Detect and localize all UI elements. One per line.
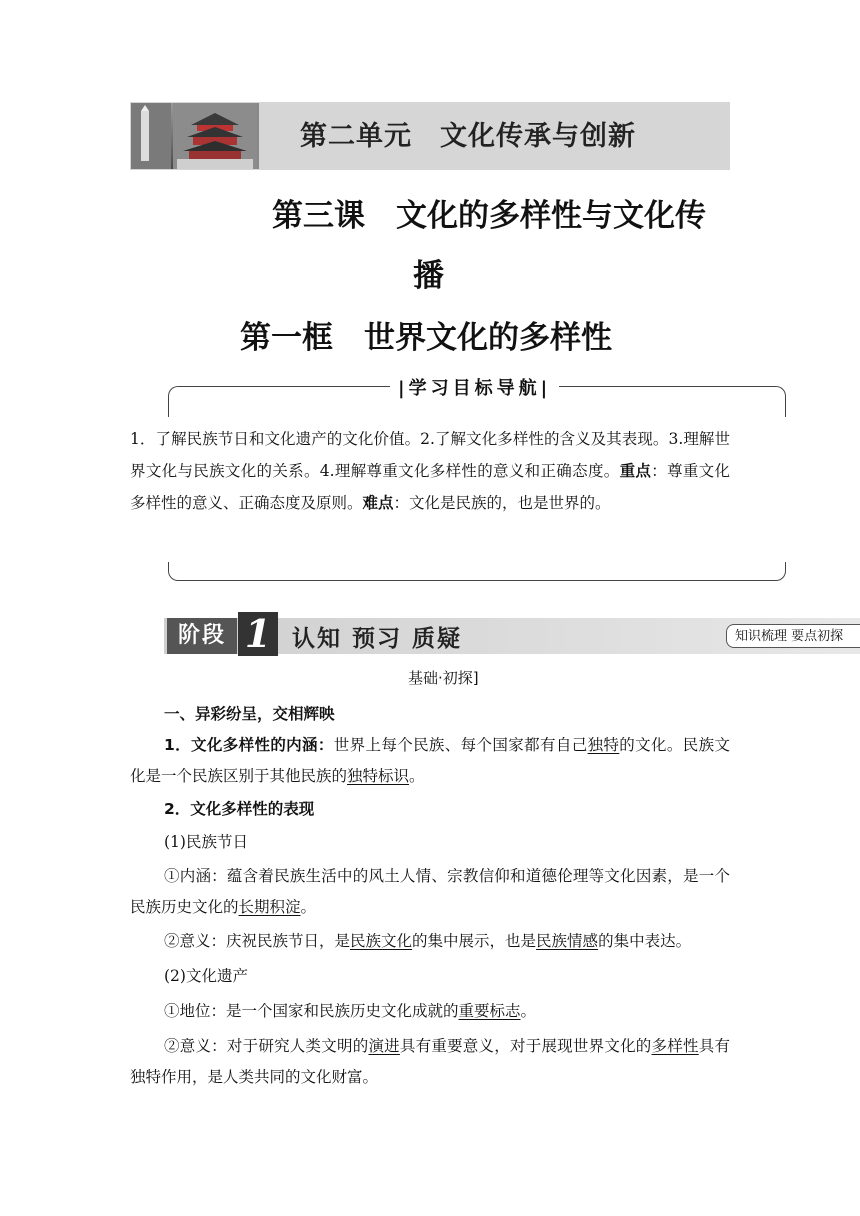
answer-blank: 独特: [587, 736, 620, 754]
objectives-label: |学习目标导航|: [390, 374, 559, 400]
section-heading: 一、异彩纷呈，交相辉映: [164, 705, 335, 723]
answer-blank: 长期积淀: [238, 898, 301, 916]
difficulty-text: ：文化是民族的，也是世界的。: [393, 494, 611, 512]
stage-tag: 知识梳理 要点初探: [726, 624, 860, 648]
unit-banner-image: [131, 103, 259, 169]
answer-blank: 民族情感: [536, 932, 599, 950]
key-point-text: ：尊重文化多样性的意义、正确态度及原则。: [130, 462, 730, 512]
key-point-label: 重点: [619, 461, 652, 480]
paragraph-heritage-significance: ②意义：对于研究人类文明的演进具有重要意义，对于展现世界文化的多样性具有独特作用，是人类共同的文化财富。: [130, 1037, 730, 1086]
answer-blank: 演进: [368, 1037, 400, 1055]
difficulty-label: 难点: [362, 493, 394, 512]
lesson-title-continued: 播: [413, 258, 444, 294]
section-subtitle: 基础·初探]: [408, 669, 479, 687]
stage-number: 1: [238, 612, 278, 656]
lesson-title: 第三课 文化的多样性与文化传: [272, 198, 706, 234]
answer-blank: 独特标识: [347, 767, 410, 785]
stage-label: 阶段: [167, 618, 237, 654]
frame-title: 第一框 世界文化的多样性: [240, 320, 612, 356]
paragraph-festivals-heading: (1)民族节日: [164, 833, 248, 851]
answer-blank: 重要标志: [458, 1002, 521, 1020]
paragraph-label: 1．文化多样性的内涵：: [164, 736, 334, 754]
objectives-text: [130, 424, 730, 519]
paragraph-heritage-status: ①地位：是一个国家和民族历史文化成就的重要标志。: [164, 1002, 537, 1020]
paragraph-festivals-significance: ②意义：庆祝民族节日，是民族文化的集中展示，也是民族情感的集中表达。: [164, 932, 692, 950]
answer-blank: 多样性: [651, 1037, 699, 1055]
paragraph-festivals-connotation: ①内涵：蕴含着民族生活中的风土人情、宗教信仰和道德伦理等文化因素，是一个民族历史文化的长期积淀。: [130, 867, 730, 916]
answer-blank: 民族文化: [350, 932, 413, 950]
paragraph-heading-manifestation: 2．文化多样性的表现: [164, 800, 315, 818]
paragraph-diversity-meaning: 1．文化多样性的内涵：世界上每个民族、每个国家都有自己独特的文化。民族文化是一个民族区别于其他民族的独特标识。: [130, 736, 730, 785]
stage-title: 认知 预习 质疑: [292, 626, 463, 652]
unit-title: 第二单元 文化传承与创新: [300, 121, 636, 152]
objectives-list: 1．了解民族节日和文化遗产的文化价值。2.了解文化多样性的含义及其表现。3.理解世界文化与民族文化的关系。4.理解尊重文化多样性的意义和正确态度。: [130, 430, 730, 480]
temple-of-heaven-icon: [131, 103, 257, 169]
paragraph-heritage-heading: (2)文化遗产: [164, 967, 248, 985]
objectives-box-bottom: [168, 562, 786, 581]
